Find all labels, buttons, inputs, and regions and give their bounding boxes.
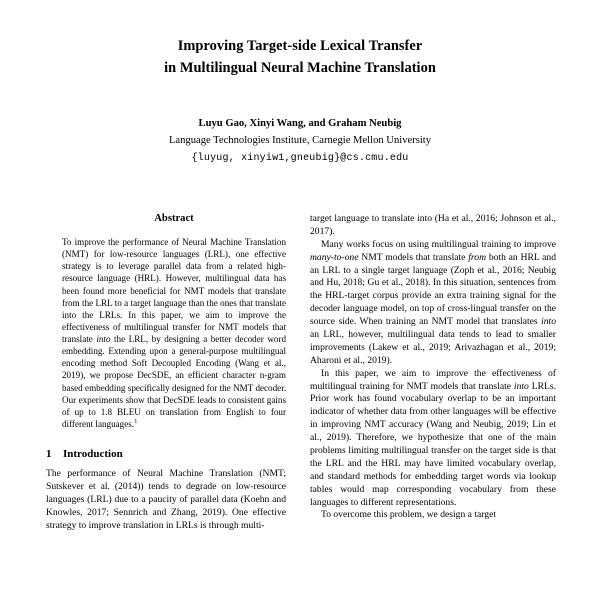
author-emails: {luyug, xinyiw1,gneubig}@cs.cmu.edu: [191, 152, 409, 164]
abstract-section: [62, 213, 286, 430]
right-paragraph-4: To overcome this problem, we design a target: [321, 509, 496, 521]
section-title: Introduction: [63, 448, 123, 460]
right-paragraph-1: target language to translate into (Ha et al., 2016; Johnson et al., 2017).: [310, 213, 556, 237]
section-heading-introduction: [46, 448, 286, 460]
title-line-2: in Multilingual Neural Machine Translation: [164, 59, 436, 76]
intro-paragraph-1: The performance of Neural Machine Translation (NMT; Sutskever et al. (2014)) tends to degrade on low-resource languages (LRL) due to a paucity of parallel data (Koehn and Knowles, 2017; Sennrich and Zhang, 2019). One effective strategy to improve translation in LRLs is through multi-: [46, 468, 286, 531]
abstract-heading: Abstract: [154, 213, 194, 224]
title-block: [0, 0, 600, 166]
affiliation: Language Technologies Institute, Carnegie Mellon University: [168, 135, 432, 147]
right-paragraph-2: Many works focus on using multilingual training to improve many-to-one NMT models that translate from both an HRL and an LRL to a single target language (Zoph et al., 2016; Neubig and Hu, 2018; Gu et al., 2018). In this situation, sentences from the HRL-target corpus provide an extra training signal for the decoder language model, on top of cross-lingual transfer on the source side. When training an NMT model that translates into an LRL, however, multilingual data tends to lead to smaller improvements (Lakew et al., 2019; Arivazhagan et al., 2019; Aharoni et al., 2019).: [310, 238, 557, 366]
author-block: [0, 116, 600, 166]
author-names: Luyu Gao, Xinyi Wang, and Graham Neubig: [198, 117, 402, 129]
right-paragraph-3: In this paper, we aim to improve the effectiveness of multilingual training for NMT models that translate into LRLs. Prior work has found vocabulary overlap to be an important indicator of whether data from other languages will be effective in improving NMT accuracy (Wang and Neubig, 2019; Lin et al., 2019). Therefore, we hypothesize that one of the main problems limiting multilingual transfer on the target side is that the LRL and the HRL may have limited vocabulary overlap, and standard methods for embedding target words via lookup tables would map corresponding vocabulary from these languages to different representations.: [310, 367, 556, 508]
section-number: 1: [46, 448, 52, 460]
title-line-1: Improving Target-side Lexical Transfer: [177, 38, 423, 54]
right-column: [310, 213, 556, 522]
abstract-text: To improve the performance of Neural Machine Translation (NMT) for low-resource languages (LRL), one effective strategy is to leverage parallel data from a related high-resource language (HRL). However, multilingual data has been found more beneficial for NMT models that translate from the LRL to a target language than the ones that translate into the LRLs. In this paper, we aim to improve the effectiveness of multilingual transfer for NMT models that translate into the LRL, by designing a better decoder word embedding. Extending upon a general-purpose multilingual encoding method Soft Decoupled Encoding (Wang et al., 2019), we propose DecSDE, an efficient character n-gram based embedding specifically designed for the NMT decoder. Our experiments show that DecSDE leads to consistent gains of up to 1.8 BLEU on translation from English to four different languages.$^1$: [62, 237, 287, 429]
left-column: [46, 213, 286, 532]
page-title: [80, 36, 520, 80]
